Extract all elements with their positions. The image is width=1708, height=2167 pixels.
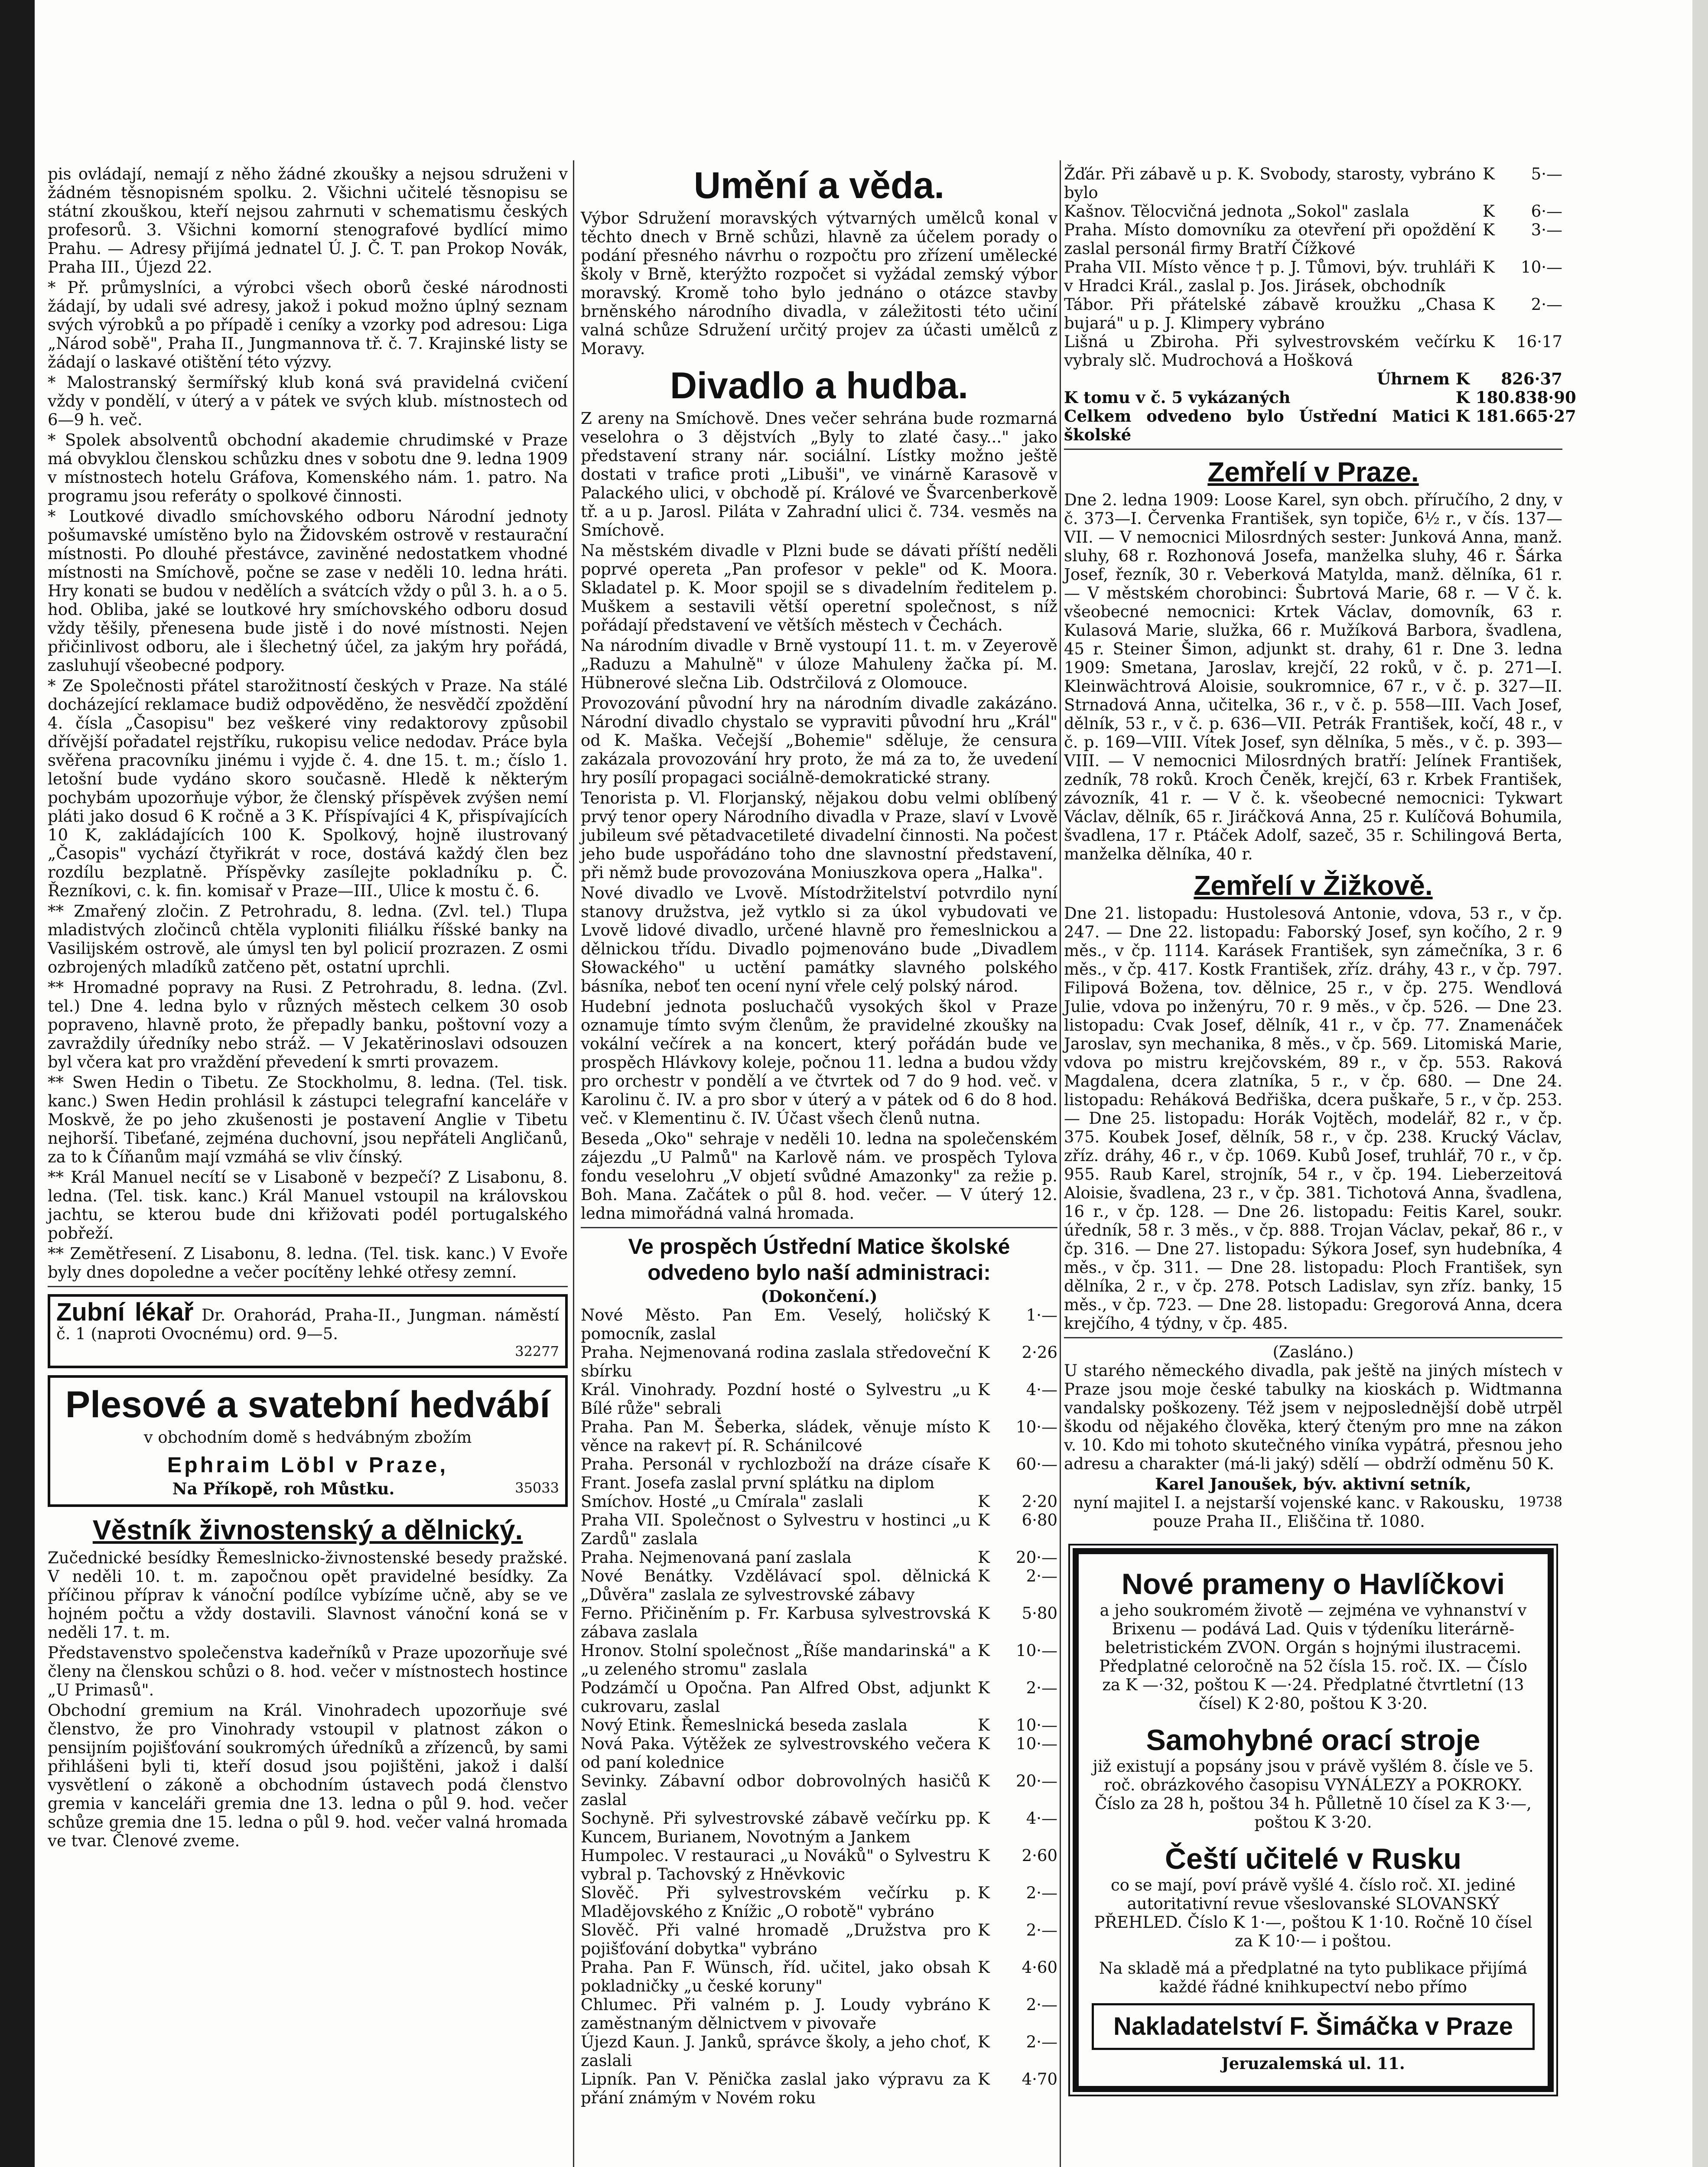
donation-text: Praha. Personál v rychlozboží na dráze císaře Frant. Josefa zaslal první splátku na diplom	[581, 1455, 971, 1492]
donation-text: Praha VII. Místo věnce † p. J. Tůmovi, býv. truhláři v Hradci Král., zaslal p. Jos. Jirásek, obchodník	[1064, 258, 1476, 295]
currency-unit: K	[978, 1884, 990, 1902]
total-label: Celkem odvedeno bylo Ústřední Matici školské	[1064, 407, 1450, 444]
ad-publisher-box	[1073, 1548, 1554, 2092]
paragraph: Hudební jednota posluchačů vysokých škol v Praze oznamuje tímto svým členům, že pravidelné zkoušky na vokální večírek a na koncert, který pořádán bude ve prospěch Hlávkovy koleje, počnou 11. ledna a budou vždy pro orchestr v pondělí a ve čtvrtek od 7 do 9 hod. več. v Karolinu č. IV. a pro sbor v úterý a v pátek od 6 do 8 hod. več. v Klementinu č. IV. Účast všech členů nutna.	[581, 997, 1057, 1128]
ad-dentist-text: Dr. Orahorád, Praha-II., Jungman. náměstí č. 1 (naproti Ovocnému) ord. 9—5.	[56, 1306, 559, 1343]
donation-text: Praha VII. Společnost o Sylvestru v hostinci „u Zardů" zaslala	[581, 1511, 971, 1548]
donation-amount: 16·17	[1516, 332, 1562, 351]
ad-heading: Čeští učitelé v Rusku	[1165, 1842, 1462, 1875]
paragraph: ** Hromadné popravy na Rusi. Z Petrohradu, 8. ledna. (Zvl. tel.) Dne 4. ledna bylo v různých městech celkem 30 osob popraveno, hlavně proto, že přepadly banku, poštovní vozy a zavraždily úředníky nebo stráž. — V Jekatěrinoslavi odsouzen byl včera kat pro vraždění převedení k smrti provazem.	[48, 978, 568, 1071]
donation-amount: 5·—	[1531, 165, 1562, 183]
total-row: K tomu v č. 5 vykázaných K 180.838·90	[1064, 388, 1576, 407]
paragraph: * Př. průmyslníci, a výrobci všech oborů české národnosti žádají, by udali své adresy, jakož i pokud možno úplný seznam svých výrobků a po případě i ceníky a vzorky pod adresou: Liga „Národ sobě", Praha II., Jungmannova tř. č. 7. Krajinské listy se žádají o laskavé otištění této výzvy.	[48, 278, 568, 371]
paragraph: Tenorista p. Vl. Florjanský, nějakou dobu velmi oblíbený prvý tenor opery Národního divadla v Praze, slaví v Lvově jubileum své pětadvacetileté divadelní činnosti. Na počest jeho bude uspořádáno toho dne slavnostní představení, při němž bude provozována Moniuszkova opera „Halka".	[581, 789, 1057, 882]
donation-row	[581, 1679, 1057, 1716]
ad-heading: Nakladatelství F. Šimáčka v Praze	[1092, 2003, 1535, 2050]
donation-row	[581, 1343, 1057, 1380]
donation-amount: 20·—	[1016, 1548, 1057, 1567]
donation-text: Podzámčí u Opočna. Pan Alfred Obst, adjunkt cukrovaru, zaslal	[581, 1679, 971, 1716]
donation-text: Slověč. Při valné hromadě „Družstva pro pojišťování dobytka" vybráno	[581, 1921, 971, 1958]
donation-text: Ferno. Přičiněním p. Fr. Karbusa sylvestrovská zábava zaslala	[581, 1604, 971, 1641]
donation-amount: 2·20	[1022, 1492, 1057, 1511]
divider	[1064, 1337, 1562, 1338]
donation-row	[581, 1809, 1057, 1846]
ad-text: co se mají, poví právě vyšlé 4. číslo roč. XI. jediné autoritativní revue všeslovanské SLOVANSKÝ PŘEHLED. Číslo K 1·—, poštou K 1·10. Ročně 10 čísel za K 10·— i poštou.	[1094, 1876, 1532, 1950]
currency-unit: K	[978, 2070, 990, 2089]
donation-amount: 2·—	[1026, 1679, 1057, 1697]
currency-unit: K	[1483, 165, 1495, 183]
donation-row	[581, 1511, 1057, 1548]
paragraph: Dne 2. ledna 1909: Loose Karel, syn obch. příručího, 2 dny, v č. 373—I. Červenka František, syn topiče, 6½ r., v čís. 137—VII. — V nemocnici Milosrdných sester: Junková Anna, manž. sluhy, 68 r. Rozhonová Josefa, manželka sluhy, 46 r. Šárka Josef, řezník, 30 r. Veberková Matylda, manž. dělníka, 61 r. — V městském chorobinci: Šubrtová Marie, 68 r. — V č. k. všeobecné nemocnici: Krtek Václav, domovník, 63 r. Kulasová Marie, služka, 66 r. Mužíková Barbora, švadlena, 45 r. Steiner Šimon, adjunkt st. drahy, 61 r. Dne 3. ledna 1909: Smetana, Jaroslav, krejčí, 22 roků, v č. p. 271—I. Kleinwächtrová Aloisie, soukromnice, 67 r., v č. p. 327—II. Strnadová Anna, učitelka, 36 r., v č. p. 558—III. Vach Josef, dělník, 53 r., v č. p. 636—VII. Petrák František, kočí, 48 r., v č. p. 169—VIII. Vítek Josef, syn dělníka, 5 měs., v č. p. 393—VIII. — V nemocnici Milosrdných bratří: Jelínek František, zedník, 78 roků. Kroch Čeněk, krejčí, 63 r. Krbek František, závozník, 41 r. — V č. k. všeobecné nemocnici: Tykwart Václav, dělník, 65 r. Jiráčková Anna, 25 r. Kulíčová Bohumila, švadlena, 17 r. Ptáček Adolf, sazeč, 35 r. Schilingová Berta, manželka dělníka, 40 r.	[1064, 491, 1562, 863]
currency-unit: K	[978, 1343, 990, 1362]
currency-unit: K	[978, 1418, 990, 1436]
paragraph: * Loutkové divadlo smíchovského odboru Národní jednoty pošumavské umístěno bylo na Židovském ostrově v restaurační místnosti. Po dlouhé přestávce, zaviněné nedostatkem vhodné místnosti na Smíchově, počne se zase v neděli 10. ledna hráti. Hry konati se budou v nedělích a svátcích vždy o půl 3. h. a o 5. hod. Obliba, jaké se loutkové hry smíchovského odboru dosud vždy těšily, přenesena bude jistě i do nové místnosti. Nejen přičinlivost odboru, ale i šlechetný účel, za jakým hry pořádá, zasluhují všeobecné podpory.	[48, 507, 568, 675]
donation-amount: 10·—	[1016, 1734, 1057, 1753]
scan-right-edge	[1692, 0, 1708, 2167]
currency-unit: K	[978, 1604, 990, 1623]
currency-unit: K	[978, 1548, 990, 1567]
ad-silk-firm: Ephraim Löbl v Praze,	[167, 1453, 449, 1477]
ad-number: 32277	[515, 1343, 559, 1360]
donation-row	[1064, 165, 1562, 202]
donation-row	[581, 1306, 1057, 1343]
section-title-zemreli-zizkov: Zemřelí v Žižkově.	[1194, 870, 1433, 901]
donation-text: Smíchov. Hosté „u Cmírala" zaslali	[581, 1492, 863, 1511]
paragraph: Na národním divadle v Brně vystoupí 11. t. m. v Zeyerově „Raduzu a Mahulně" v úloze Mahuleny žačka pí. M. Hübnerové slečna Lib. Odstrčilová z Olomouce.	[581, 636, 1057, 692]
section-subtitle: (Dokončení.)	[761, 1287, 878, 1306]
currency-unit: K	[978, 1455, 990, 1474]
donation-amount: 2·—	[1026, 2033, 1057, 2051]
donation-text: Nový Etink. Řemeslnická beseda zaslala	[581, 1716, 908, 1734]
donation-row	[581, 1604, 1057, 1641]
currency-unit: K	[978, 1958, 990, 1977]
donation-amount: 2·—	[1026, 1567, 1057, 1585]
donation-amount: 5·80	[1022, 1604, 1057, 1623]
paragraph: Obchodní gremium na Král. Vinohradech upozorňuje své členstvo, že pro Vinohrady vstoupil v platnost zákon o pensijním pojišťování soukromých úředníků a zřízenců, by sami přihlášeni byli ti, kteří dosud jsou pojištěni, jakož i další vysvětlení o zákoně a obchodním ústavech podá členstvo gremia v kanceláři gremia dne 13. ledna o půl 9. hod. večer schůze gremia dne 15. ledna o půl 9. hod. večer valná hromada ve tvar. Členové zveme.	[48, 1701, 568, 1850]
donation-row	[581, 1492, 1057, 1511]
paragraph: ** Swen Hedin o Tibetu. Ze Stockholmu, 8. ledna. (Tel. tisk. kanc.) Swen Hedin prohlásil k zástupci telegrafní kanceláře v Moskvě, že po jeho zkušenosti je postavení Anglie v Tibetu nejhorší. Tibeťané, zejména duchovní, jsou nepřáteli Angličanů, za to k Číňanům mají vzmáhá se vliv čínský.	[48, 1073, 568, 1166]
donation-text: Praha. Pan F. Wünsch, říd. učitel, jako obsah pokladničky „u české koruny"	[581, 1958, 971, 1995]
section-title-divadlo: Divadlo a hudba.	[670, 365, 969, 407]
donation-amount: 4·60	[1022, 1958, 1057, 1977]
donation-row	[581, 1455, 1057, 1492]
total-amount: 181.665·27	[1476, 407, 1576, 426]
currency-unit: K	[1483, 332, 1495, 351]
ad-number: 35033	[515, 1480, 559, 1496]
ad-text: již existují a popsány jsou v právě vyšlém 8. čísle ve 5. roč. obrázkového časopisu VYNÁLEZY a POKROKY. Číslo za 28 h, poštou 34 h. Půlletně 10 čísel za K 3·—, poštou K 3·20.	[1093, 1757, 1534, 1832]
donation-amount: 2·26	[1022, 1343, 1057, 1362]
column-middle	[581, 165, 1057, 2107]
section-title-zemreli-praha: Zemřelí v Praze.	[1207, 456, 1419, 488]
currency-unit: K	[978, 1511, 990, 1529]
donation-row	[581, 1734, 1057, 1772]
donation-text: Sochyně. Při sylvestrovské zábavě večírku pp. Kuncem, Burianem, Novotným a Jankem	[581, 1809, 971, 1846]
total-amount: 180.838·90	[1476, 388, 1576, 407]
zaslano-heading: (Zasláno.)	[1272, 1343, 1354, 1361]
paragraph: U starého německého divadla, pak ještě na jiných místech v Praze jsou moje české tabulky na kioskách p. Widtmanna vandalsky poškozeny. Též jsem v nejposlednější době utrpěl škodu od nějakého člověka, který čteným pro mne na zákon v. 10. Kdo mi tohoto skutečného viníka vypátrá, přesnou jeho adresu a charakter (má-li jaký) sdělí — obdrží odměnu 50 K.	[1064, 1361, 1562, 1473]
divider	[1064, 449, 1562, 450]
total-label: Úhrnem	[1376, 369, 1450, 388]
donation-text: Hronov. Stolní společnost „Říše mandarinská" a „u zeleného stromu" zaslala	[581, 1641, 971, 1679]
ad-text: Na skladě má a předplatné na tyto publikace přijímá každé řádné knihkupectví nebo přímo	[1099, 1959, 1528, 1996]
donation-amount: 20·—	[1016, 1772, 1057, 1790]
paragraph: pis ovládají, nemají z něho žádné zkoušky a nejsou sdruženi v žádném těsnopisném spolku. 2. Všichni učitelé těsnopisu se státní zkouškou, kteří nejsou zahrnuti v schematismu českých profesorů. 3. Všichni komorní stenografové bydlící mimo Prahu. — Adresy přijímá jednatel Ú. J. Č. T. pan Prokop Novák, Praha III., Újezd 22.	[48, 165, 568, 277]
donation-text: Lišná u Zbiroha. Při sylvestrovském večírku vybraly slč. Mudrochová a Hošková	[1064, 332, 1476, 370]
donation-amount: 2·60	[1022, 1846, 1057, 1865]
currency-unit: K	[978, 1567, 990, 1585]
paragraph: Představenstvo společenstva kadeřníků v Praze upozorňuje své členy na členskou schůzi o 8. hod. večer v místnostech hostince „U Primasů".	[48, 1643, 568, 1699]
donation-text: Nové Benátky. Vzdělávací spol. dělnická „Důvěra" zaslala ze sylvestrovské zábavy	[581, 1567, 971, 1604]
ad-silk-line: v obchodním domě s hedvábným zbožím	[143, 1428, 472, 1447]
paragraph: Zučednické besídky Řemeslnicko-živnostenské besedy pražské. V neděli 10. t. m. započnou opět pravidelné besídky. Za příčinou příprav k vánoční podílce vybízíme učně, aby se ve hojném počtu a vždy dostavili. Slavnost vánoční koná se v neděli 17. t. m.	[48, 1549, 568, 1642]
donation-text: Humpolec. V restauraci „u Nováků" o Sylvestru vybral p. Tachovský z Hněvkovic	[581, 1846, 971, 1884]
donation-amount: 3·—	[1531, 221, 1562, 239]
ad-silk	[48, 1375, 568, 1507]
currency-unit: K	[1483, 221, 1495, 239]
divider	[48, 1286, 568, 1287]
donation-row	[581, 1846, 1057, 1884]
total-label: K tomu v č. 5 vykázaných	[1064, 388, 1291, 407]
donation-row	[581, 1641, 1057, 1679]
donation-text: Tábor. Při přátelské zábavě kroužku „Chasa bujará" u p. J. Klimpery vybráno	[1064, 295, 1476, 332]
donation-row	[1064, 258, 1562, 295]
currency-unit: K	[978, 1809, 990, 1828]
donation-amount: 4·—	[1026, 1809, 1057, 1828]
currency-unit: K	[1483, 258, 1495, 277]
paragraph: Dne 21. listopadu: Hustolesová Antonie, vdova, 53 r., v čp. 247. — Dne 22. listopadu: Faborský Josef, syn kočího, 2 r. 9 měs., v čp. 1114. Karásek František, syn zámečníka, 3 r. 6 měs., v čp. 417. Kostk František, zříz. dráhy, 43 r., v čp. 797. Filipová Božena, tov. dělnice, 25 r., v čp. 275. Wendlová Julie, vdova po inženýru, 70 r. 9 měs., v čp. 526. — Dne 23. listopadu: Cvak Josef, dělník, 41 r., v čp. 77. Znamenáček Jaroslav, syn mechanika, 8 měs., v čp. 569. Litomiská Marie, vdova po mistru krejčovském, 89 r., v čp. 553. Raková Magdalena, dcera zlatníka, 5 r., v čp. 680. — Dne 24. listopadu: Reháková Bedřiška, dcera puškaře, 5 r., v čp. 253. — Dne 25. listopadu: Horák Vojtěch, modelář, 82 r., v čp. 375. Koubek Josef, dělník, 58 r., v čp. 238. Krucký Václav, zříz. dráhy, 46 r., v čp. 1069. Kubů Josef, truhlář, 70 r., v čp. 955. Raub Karel, strojník, 54 r., v čp. 194. Lieberzeitová Aloisie, švadlena, 23 r., v čp. 381. Tichotová Anna, švadlena, 16 r., v čp. 128. — Dne 26. listopadu: Feitis Karel, soukr. úředník, 58 r. 3 měs., v čp. 888. Trojan Václav, pekař, 86 r., v čp. 316. — Dne 27. listopadu: Sýkora Josef, syn hudebníka, 4 měs., v čp. 311. — Dne 28. listopadu: Ploch František, syn dělníka, 2 r., v čp. 278. Potsch Ladislav, syn zříz. banky, 15 měs., v čp. 723. — Dne 28. listopadu: Gregorová Anna, dcera krejčího, 4 týdny, v čp. 485.	[1064, 904, 1562, 1333]
ad-number: 19738	[1518, 1493, 1562, 1510]
ad-dentist-head: Zubní lékař	[56, 1298, 194, 1326]
paragraph: Nové divadlo ve Lvově. Místodržitelství potvrdilo nyní stanovy družstva, jež vytklo si za úkol vybudovati ve Lvově lidové divadlo, určené hlavně pro řemeslnickou a dělnickou třídu. Divadlo pojmenováno bude „Divadlem Słowackého" u uctění památky slavného polského básníka, neboť ten ocení nyní vřele celý polský národ.	[581, 884, 1057, 996]
donation-amount: 10·—	[1016, 1716, 1057, 1734]
donation-amount: 10·—	[1521, 258, 1562, 277]
donation-amount: 4·70	[1022, 2070, 1057, 2089]
donation-row	[581, 1958, 1057, 1995]
donation-row	[1064, 202, 1562, 221]
donation-text: Nová Paka. Výtěžek ze sylvestrovského večera od paní kolednice	[581, 1734, 971, 1772]
column-left	[48, 165, 568, 1852]
donation-row	[1064, 332, 1562, 370]
donation-amount: 2·—	[1026, 1995, 1057, 2014]
currency-unit: K	[978, 1679, 990, 1697]
signature: Karel Janoušek, býv. aktivní setník,	[1155, 1474, 1471, 1493]
currency-unit: K	[978, 1380, 990, 1399]
currency-unit: K	[978, 2033, 990, 2051]
donation-text: Sevinky. Zábavní odbor dobrovolných hasičů zaslal	[581, 1772, 971, 1809]
donation-text: Nové Město. Pan Em. Veselý, holičský pomocník, zaslal	[581, 1306, 971, 1343]
donation-text: Praha. Nejmenovaná rodina zaslala středoveční sbírku	[581, 1343, 971, 1380]
donation-text: Žďár. Při zábavě u p. K. Svobody, starosty, vybráno bylo	[1064, 165, 1476, 202]
total-row: Celkem odvedeno bylo Ústřední Matici školské K 181.665·27	[1064, 407, 1576, 444]
donation-text: Slověč. Při sylvestrovském večírku p. Mladějovského z Knížic „O robotě" vybráno	[581, 1884, 971, 1921]
currency-unit: K	[978, 1641, 990, 1660]
paragraph: * Ze Společnosti přátel starožitností českých v Praze. Na stálé docházející reklamace budiž odpověděno, že nesvědčí zpoždění 4. čísla „Časopisu" bez veškeré viny redaktorovy způsobil dřívější pořadatel rejstříku, rukopisu velice nedodav. Práce byla svěřena pracovníku jinému i vyjde č. 4. dne 15. t. m.; číslo 1. letošní bude vydáno skoro současně. Hledě k některým pochybám upozorňuje výbor, že členský příspěvek zvýšen nemí pláti jako dosud 6 K ročně a 3 K. Příspívajíci 4 K, přispívajících 10 K, zakládajících 100 K. Spolkový, hojně ilustrovaný „Časopis" vychází čtyřikrát v roce, dostává každý člen bez rozdílu bezplatně. Příspěvky zasílejte pokladníku p. Č. Řezníkovi, c. k. fin. komisař v Praze—III., Ulice k mostu č. 6.	[48, 677, 568, 900]
currency-unit: K	[978, 1846, 990, 1865]
currency-unit: K	[978, 1772, 990, 1790]
donation-amount: 2·—	[1026, 1921, 1057, 1939]
paragraph: Beseda „Oko" sehraje v neděli 10. ledna na společenském zájezdu „U Palmů" na Karlově nám. ve prospěch Tylova fondu veselohru „V objetí svůdné Amazonky" za režie p. Boh. Mana. Začátek o půl 8. hod. večer. — V úterý 12. ledna mimořádná valná hromada.	[581, 1129, 1057, 1223]
donation-text: Lipník. Pan V. Pěnička zaslal jako výpravu za přání známým v Novém roku	[581, 2070, 971, 2107]
section-title-umeni: Umění a věda.	[693, 165, 945, 206]
paragraph: Výbor Sdružení moravských výtvarných umělců konal v těchto dnech v Brně schůzi, hlavně za účelem porady o podání přesného návrhu o rozpočtu pro zřízení umělecké školy v Brně, kterýžto rozpočet si vyžádal zemský výbor moravský. Kromě toho bylo jednáno o otázce stavby brněnského národního divadla, v záležitosti této učiní valná schůze Sdružení určitý projev za účasti umělců z Moravy.	[581, 209, 1057, 358]
column-right	[1064, 165, 1576, 2092]
currency-unit: K	[978, 1716, 990, 1734]
scan-left-edge	[0, 0, 35, 2167]
ad-silk-addr: Na Příkopě, roh Můstku.	[172, 1479, 395, 1498]
paragraph: Provozování původní hry na národním divadle zakázáno. Národní divadlo chystalo se vypraviti původní hru „Král" od K. Maška. Večejší „Bohemie" sděluje, že censura zakázala provozování hry proto, že má za to, že uvedení hry posílí propagaci sociálně-demokratické strany.	[581, 694, 1057, 787]
divider	[581, 1227, 1057, 1228]
column-rule	[1060, 160, 1061, 2167]
donation-amount: 10·—	[1016, 1418, 1057, 1436]
donation-text: Praha. Pan M. Šeberka, sládek, věnuje místo věnce na rakev† pí. R. Schánilcové	[581, 1418, 971, 1455]
currency-unit: K	[1483, 202, 1495, 221]
column-rule	[573, 160, 574, 2167]
currency-unit: K	[978, 1995, 990, 2014]
paragraph: ** Zmařený zločin. Z Petrohradu, 8. ledna. (Zvl. tel.) Tlupa mladistvých zločinců chtěla vyploniti filiálku říšské banky na Vasilijském ostrově, ale úmysl ten byl policií prozrazen. Z osmi ozbrojených mladíků zatčeno pět, ostatní uprchli.	[48, 902, 568, 976]
donation-amount: 60·—	[1016, 1455, 1057, 1474]
donation-row	[581, 1418, 1057, 1455]
donation-row	[581, 1567, 1057, 1604]
currency-unit: K	[978, 1734, 990, 1753]
donation-text: Chlumec. Při valném p. J. Loudy vybráno zaměstnaným dělnictvem v pivovaře	[581, 1995, 971, 2033]
donation-row	[581, 1884, 1057, 1921]
ad-heading: Samohybné orací stroje	[1146, 1724, 1480, 1757]
ad-heading: Nové prameny o Havlíčkovi	[1121, 1568, 1505, 1601]
paragraph: ** Král Manuel necítí se v Lisaboně v bezpečí? Z Lisabonu, 8. ledna. (Tel. tisk. kanc.) Král Manuel vstoupil na královskou jachtu, se kterou bude dni křižovati podél portugalského pobřeží.	[48, 1168, 568, 1243]
donation-row	[581, 1716, 1057, 1734]
donation-amount: 10·—	[1016, 1641, 1057, 1660]
currency-unit: K	[1483, 295, 1495, 314]
donation-text: Král. Vinohrady. Pozdní hosté o Sylvestru „u Bílé růže" sebrali	[581, 1380, 971, 1418]
ad-text: a jeho soukromém životě — zejména ve vyhnanství v Brixenu — podává Lad. Quis v týdeníku literárně-beletristickém ZVON. Orgán s hojnými ilustracemi. Předplatné celoročně na 52 čísla 15. roč. IX. — Číslo za K —·32, poštou K —·24. Předplatné čtvrtletní (13 čísel) K 2·80, poštou K 3·20.	[1099, 1601, 1527, 1713]
donation-row	[581, 2070, 1057, 2107]
donation-amount: 1·—	[1026, 1306, 1057, 1324]
section-title-matice: Ve prospěch Ústřední Matice školské odvedeno bylo naší administraci:	[628, 1234, 1010, 1285]
total-amount: 826·37	[1501, 369, 1562, 388]
donation-amount: 6·80	[1022, 1511, 1057, 1529]
currency-unit: K	[978, 1492, 990, 1511]
donation-row	[581, 1995, 1057, 2033]
paragraph: Na městském divadle v Plzni bude se dávati příští neděli poprvé opereta „Pan profesor v pekle" od K. Moora. Skladatel p. K. Moor spojil se s divadelním ředitelem p. Muškem a sestavili větší operetní společnost, s níž pořádají představení ve větších městech v Čechách.	[581, 541, 1057, 634]
signature-detail: nyní majitel I. a nejstarší vojenské kanc. v Rakousku, pouze Praha II., Eliščina tř. 1080.	[1073, 1493, 1505, 1531]
donation-row	[581, 2033, 1057, 2070]
ad-address: Jeruzalemská ul. 11.	[1221, 2054, 1405, 2073]
donation-row	[581, 1921, 1057, 1958]
donation-amount: 2·—	[1531, 295, 1562, 314]
donation-text: Praha. Nejmenovaná paní zaslala	[581, 1548, 852, 1567]
currency-unit: K	[978, 1921, 990, 1939]
paragraph: ** Zemětřesení. Z Lisabonu, 8. ledna. (Tel. tisk. kanc.) V Evoře byly dnes dopoledne a večer pocítěny lehké otřesy zemní.	[48, 1244, 568, 1282]
ad-silk-title: Plesové a svatební hedvábí	[65, 1384, 550, 1425]
donation-row	[1064, 221, 1562, 258]
currency-unit: K	[978, 1306, 990, 1324]
donation-text: Praha. Místo domovníku za otevření při opoždění zaslal personál firmy Bratří Čížkové	[1064, 221, 1476, 258]
paragraph: * Spolek absolventů obchodní akademie chrudimské v Praze má obvyklou členskou schůzku dnes v sobotu dne 9. ledna 1909 v místnostech hotelu Gráfova, Komenského nám. 1. patro. Na programu jsou referáty o spolkové činnosti.	[48, 431, 568, 505]
donation-text: Újezd Kaun. J. Janků, správce školy, a jeho choť, zaslali	[581, 2033, 971, 2070]
donation-row	[581, 1772, 1057, 1809]
donation-text: Kašnov. Tělocvičná jednota „Sokol" zaslala	[1064, 202, 1409, 221]
paragraph: * Malostranský šermířský klub koná svá pravidelná cvičení vždy v pondělí, v úterý a v pátek ve svých klub. místnostech od 6—9 h. več.	[48, 373, 568, 429]
donation-amount: 2·—	[1026, 1884, 1057, 1902]
section-title-vestnik: Věstník živnostenský a dělnický.	[92, 1514, 523, 1546]
donation-row	[581, 1548, 1057, 1567]
donation-amount: 4·—	[1026, 1380, 1057, 1399]
total-row: Úhrnem K 826·37	[1064, 370, 1562, 388]
donation-row	[581, 1380, 1057, 1418]
donation-list	[581, 1306, 1057, 2107]
paragraph: Z areny na Smíchově. Dnes večer sehrána bude rozmarná veselohra o 3 dějstvích „Byly to zlaté časy..." jako představení strany nár. sociální. Lístky možno ještě dostati v trafice proti „Libuši", ve vinárně Karasově v Palackého ulici, v obchodě pí. Králové ve Švarcenberkově tř. a u p. Jarosl. Piláta v Zahradní ulici č. 734. vesměs na Smíchově.	[581, 409, 1057, 540]
donation-list	[1064, 165, 1562, 370]
donation-amount: 6·—	[1531, 202, 1562, 221]
ad-dentist	[48, 1294, 568, 1368]
donation-row	[1064, 295, 1562, 332]
